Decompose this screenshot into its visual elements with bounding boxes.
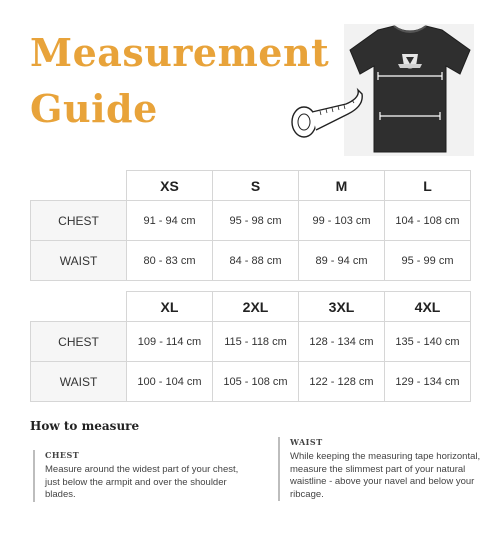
size-header-row [31, 171, 471, 201]
size-table-xs-l [30, 170, 471, 281]
size-header: S [213, 171, 299, 201]
size-header-row [31, 292, 471, 322]
page-title-line-1: Measurement [30, 30, 330, 75]
table-cell: 89 - 94 cm [299, 241, 385, 281]
waist-instructions [278, 437, 485, 501]
table-cell: 99 - 103 cm [299, 201, 385, 241]
table-cell: 95 - 98 cm [213, 201, 299, 241]
waist-instructions-heading: WAIST [290, 437, 323, 447]
chest-instructions-text: Measure around the widest part of your chest, just below the armpit and over the shoulder blades. [45, 464, 239, 500]
table-cell: 135 - 140 cm [385, 322, 471, 362]
hero-illustration [286, 24, 476, 156]
table-cell: 95 - 99 cm [385, 241, 471, 281]
row-label-chest: CHEST [31, 201, 127, 241]
size-header: 4XL [385, 292, 471, 322]
table-row [31, 241, 471, 281]
row-label-chest: CHEST [31, 322, 127, 362]
table-cell: 122 - 128 cm [299, 362, 385, 402]
waist-instructions-text: While keeping the measuring tape horizontal, measure the slimmest part of your natural waistline - above your navel and below your ribcage. [290, 451, 481, 500]
table-cell: 100 - 104 cm [127, 362, 213, 402]
table-cell: 129 - 134 cm [385, 362, 471, 402]
table-cell: 115 - 118 cm [213, 322, 299, 362]
chest-instructions-heading: CHEST [45, 450, 80, 460]
table-cell: 84 - 88 cm [213, 241, 299, 281]
size-header: XS [127, 171, 213, 201]
chest-instructions [33, 450, 255, 502]
table-cell: 109 - 114 cm [127, 322, 213, 362]
size-header: 2XL [213, 292, 299, 322]
how-to-measure-heading: How to measure [30, 419, 140, 433]
header-corner [31, 292, 127, 322]
row-label-waist: WAIST [31, 241, 127, 281]
table-cell: 104 - 108 cm [385, 201, 471, 241]
table-cell: 128 - 134 cm [299, 322, 385, 362]
page-title-line-2: Guide [30, 86, 158, 131]
table-cell: 105 - 108 cm [213, 362, 299, 402]
row-label-waist: WAIST [31, 362, 127, 402]
table-row [31, 362, 471, 402]
size-header: M [299, 171, 385, 201]
header-corner [31, 171, 127, 201]
table-cell: 80 - 83 cm [127, 241, 213, 281]
size-header: L [385, 171, 471, 201]
size-header: 3XL [299, 292, 385, 322]
size-header: XL [127, 292, 213, 322]
table-cell: 91 - 94 cm [127, 201, 213, 241]
table-row [31, 201, 471, 241]
measuring-tape-icon [286, 84, 366, 154]
table-row [31, 322, 471, 362]
size-table-xl-4xl [30, 291, 471, 402]
